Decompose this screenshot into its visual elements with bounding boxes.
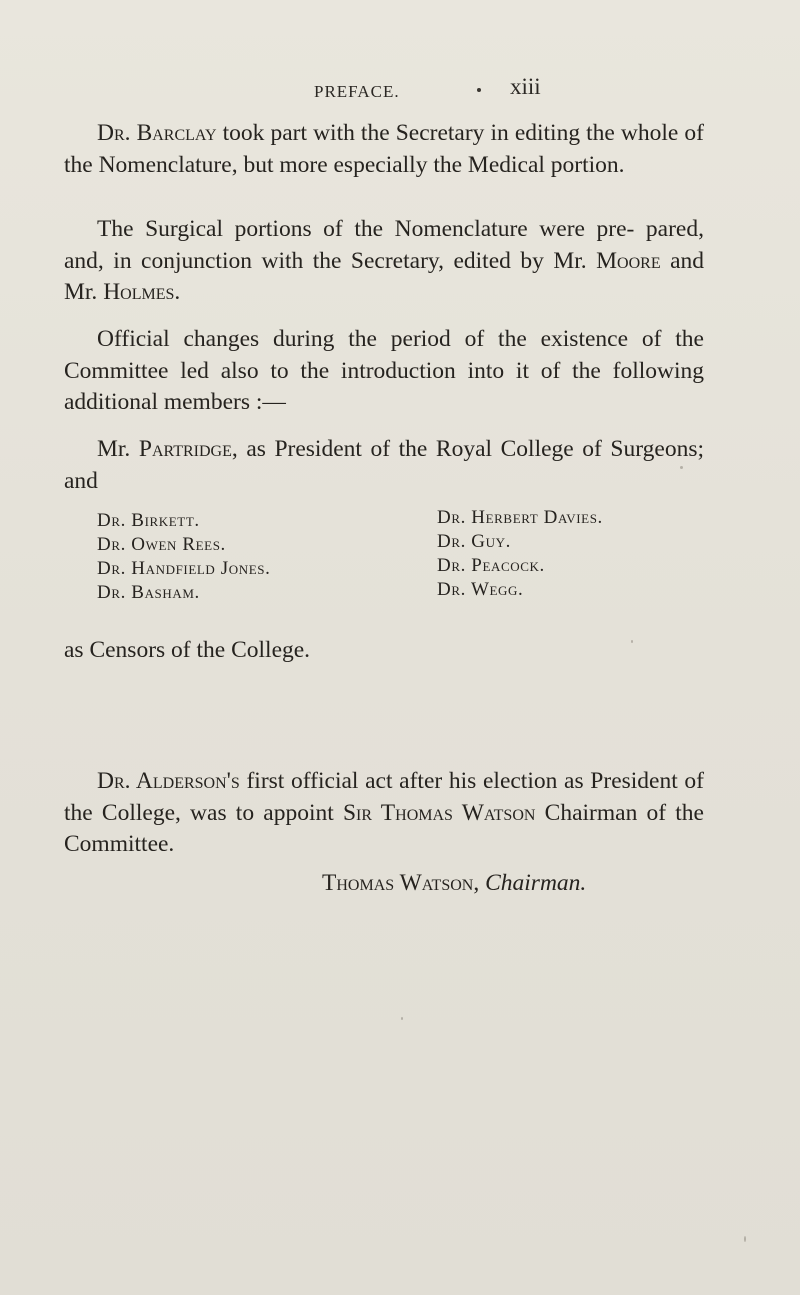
page-number: xiii xyxy=(510,74,541,99)
name-partridge: Partridge xyxy=(138,436,232,462)
paragraph-surgical xyxy=(64,214,704,309)
censor-name: Dr. Guy. xyxy=(437,531,511,552)
paragraph-text: and Mr. xyxy=(64,247,705,305)
censor-name: Dr. Handfield Jones. xyxy=(97,558,271,579)
censors-list-left xyxy=(97,509,270,605)
censors-list-right xyxy=(437,506,603,602)
censors-caption: as Censors of the College. xyxy=(64,637,311,663)
name-holmes: Holmes xyxy=(103,279,175,305)
signature-name: Thomas Watson, xyxy=(322,870,480,896)
paragraph-text: Mr. xyxy=(97,436,139,462)
paragraph-text: took part with the Secretary in editing the whole of the Nomenclature, but more especially the Medical portion. xyxy=(64,120,704,178)
paper-speck xyxy=(401,1017,403,1020)
name-barclay: Dr. Barclay xyxy=(97,120,217,146)
paragraph-alderson xyxy=(64,766,704,861)
paper-speck xyxy=(744,1236,746,1242)
paragraph-text: first official act after his election as President of the College, was to appoint xyxy=(64,768,705,826)
name-moore: Moore xyxy=(596,247,661,274)
paragraph-text: , as President of the Royal College of Surgeons; and xyxy=(64,436,704,494)
signature-role: Chairman. xyxy=(485,870,587,896)
censor-name: Dr. Peacock. xyxy=(437,555,545,576)
censor-name: Dr. Owen Rees. xyxy=(97,534,226,555)
censor-name: Dr. Wegg. xyxy=(437,579,524,600)
paper-speck xyxy=(680,466,683,469)
paragraph-barclay xyxy=(64,118,704,181)
paper-speck xyxy=(631,640,633,643)
name-alderson: Dr. Alderson's xyxy=(97,768,240,794)
name-sir-thomas-watson: Sir Thomas Watson xyxy=(342,799,536,826)
censor-name: Dr. Herbert Davies. xyxy=(437,507,603,528)
header-dot-mark xyxy=(477,88,481,92)
paragraph-official-changes xyxy=(64,324,704,419)
paragraph-partridge xyxy=(64,434,704,497)
censor-name: Dr. Basham. xyxy=(97,582,200,603)
paragraph-text: Chairman of the Committee. xyxy=(64,799,704,857)
paragraph-text: . xyxy=(174,279,181,305)
signature-line xyxy=(322,868,586,900)
paragraph-text: Official changes during the period of the existence of the Committee led also to the introduction into it of the following additional members :— xyxy=(64,326,704,415)
paragraph-text: The Surgical portions of the Nomenclature were pre- pared, and, in conjunction with the Secretary, edited by Mr. xyxy=(64,216,704,274)
running-header-title: PREFACE. xyxy=(314,82,400,101)
censor-name: Dr. Birkett. xyxy=(97,510,200,531)
